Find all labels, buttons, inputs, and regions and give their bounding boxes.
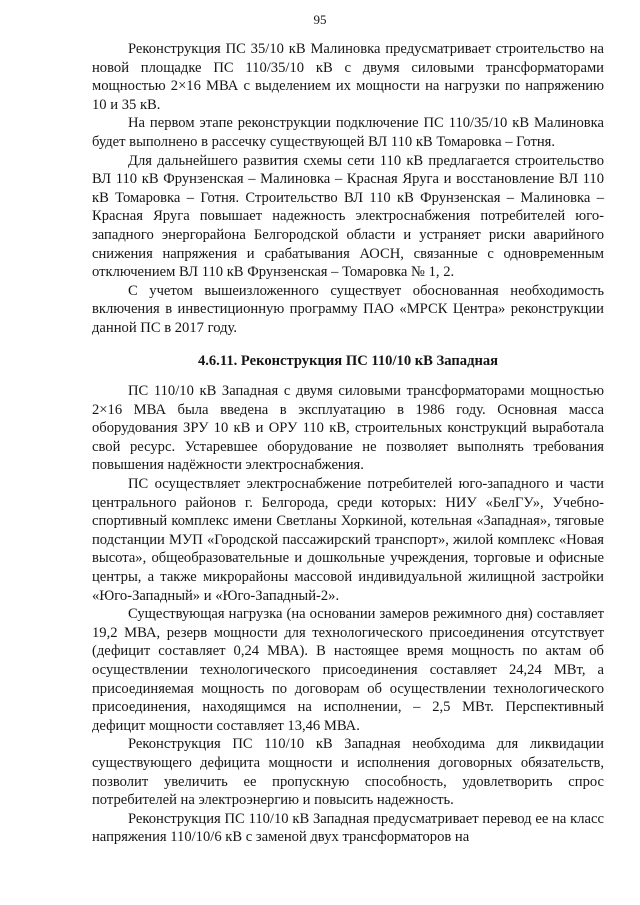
- section-heading: 4.6.11. Реконструкция ПС 110/10 кВ Западная: [197, 352, 499, 369]
- page-number: 95: [313, 12, 327, 27]
- paragraph-load: Существующая нагрузка (на основании замеров режимного дня) составляет 19,2 МВА, резерв мощности для технологического присоединения отсутствует (дефицит составляет 0,24 МВА). В настоящее время мощность по актам об осуществлении технологического присоединения составляет 24,24 МВт, а присоединяемая мощность по договорам об осуществлении технологического присоединения, находящимся на исполнении, – 2,5 МВт. Перспективный дефицит мощности составляет 13,46 МВА.: [92, 606, 604, 734]
- paragraph-malinovka-reconstruction: Реконструкция ПС 35/10 кВ Малиновка предусматривает строительство на новой площадке ПС 110/35/10 кВ с двумя силовыми трансформаторами мощностью 2×16 МВА с выделением их мощности на нагрузки по напряжению 10 и 35 кВ.: [92, 41, 604, 113]
- document-body: [92, 40, 604, 847]
- paragraph-conclusion: С учетом вышеизложенного существует обоснованная необходимость включения в инвестиционную программу ПАО «МРСК Центра» реконструкции данной ПС в 2017 году.: [92, 282, 604, 336]
- paragraph-zapadnaya-intro: ПС 110/10 кВ Западная с двумя силовыми трансформаторами мощностью 2×16 МВА была введена в эксплуатацию в 1986 году. Основная масса оборудования ЗРУ 10 кВ и ОРУ 110 кВ, строительных конструкций выработала свой ресурс. Устаревшее оборудование не позволяет выполнять требования повышения надёжности электроснабжения.: [92, 383, 604, 474]
- paragraph-consumers: ПС осуществляет электроснабжение потребителей юго-западного и части центрального районов г. Белгорода, среди которых: НИУ «БелГУ», Учебно-спортивный комплекс имени Светланы Хоркиной, котельная «Западная», тяговые подстанции МУП «Городской пассажирский транспорт», жилой комплекс «Новая высота», общеобразовательные и дошкольные учреждения, торговые и офисные центры, а также микрорайоны массовой индивидуальной жилищной застройки «Юго-Западный» и «Юго-Западный-2».: [92, 476, 604, 604]
- paragraph-transfer: Реконструкция ПС 110/10 кВ Западная предусматривает перевод ее на класс напряжения 110/10/6 кВ с заменой двух трансформаторов на: [92, 810, 604, 846]
- paragraph-first-stage: На первом этапе реконструкции подключение ПС 110/35/10 кВ Малиновка будет выполнено в рассечку существующей ВЛ 110 кВ Томаровка – Готня.: [92, 115, 604, 150]
- paragraph-network-development: Для дальнейшего развития схемы сети 110 кВ предлагается строительство ВЛ 110 кВ Фрунзенская – Малиновка – Красная Яруга и восстановление ВЛ 110 кВ Томаровка – Готня. Строительство ВЛ 110 кВ Фрунзенская – Малиновка – Красная Яруга повышает надежность электроснабжения потребителей юго-западного энергорайона Белгородской области и устраняет риски аварийного снижения напряжения и срабатывания АОСН, связанные с одновременным отключением ВЛ 110 кВ Фрунзенская – Томаровка № 1, 2.: [92, 152, 604, 281]
- paragraph-necessity: Реконструкция ПС 110/10 кВ Западная необходима для ликвидации существующего дефицита мощности и исполнения договорных обязательств, позволит увеличить ее пропускную способность, удовлетворить спрос потребителей на электроэнергию и повысить надежность.: [92, 736, 604, 809]
